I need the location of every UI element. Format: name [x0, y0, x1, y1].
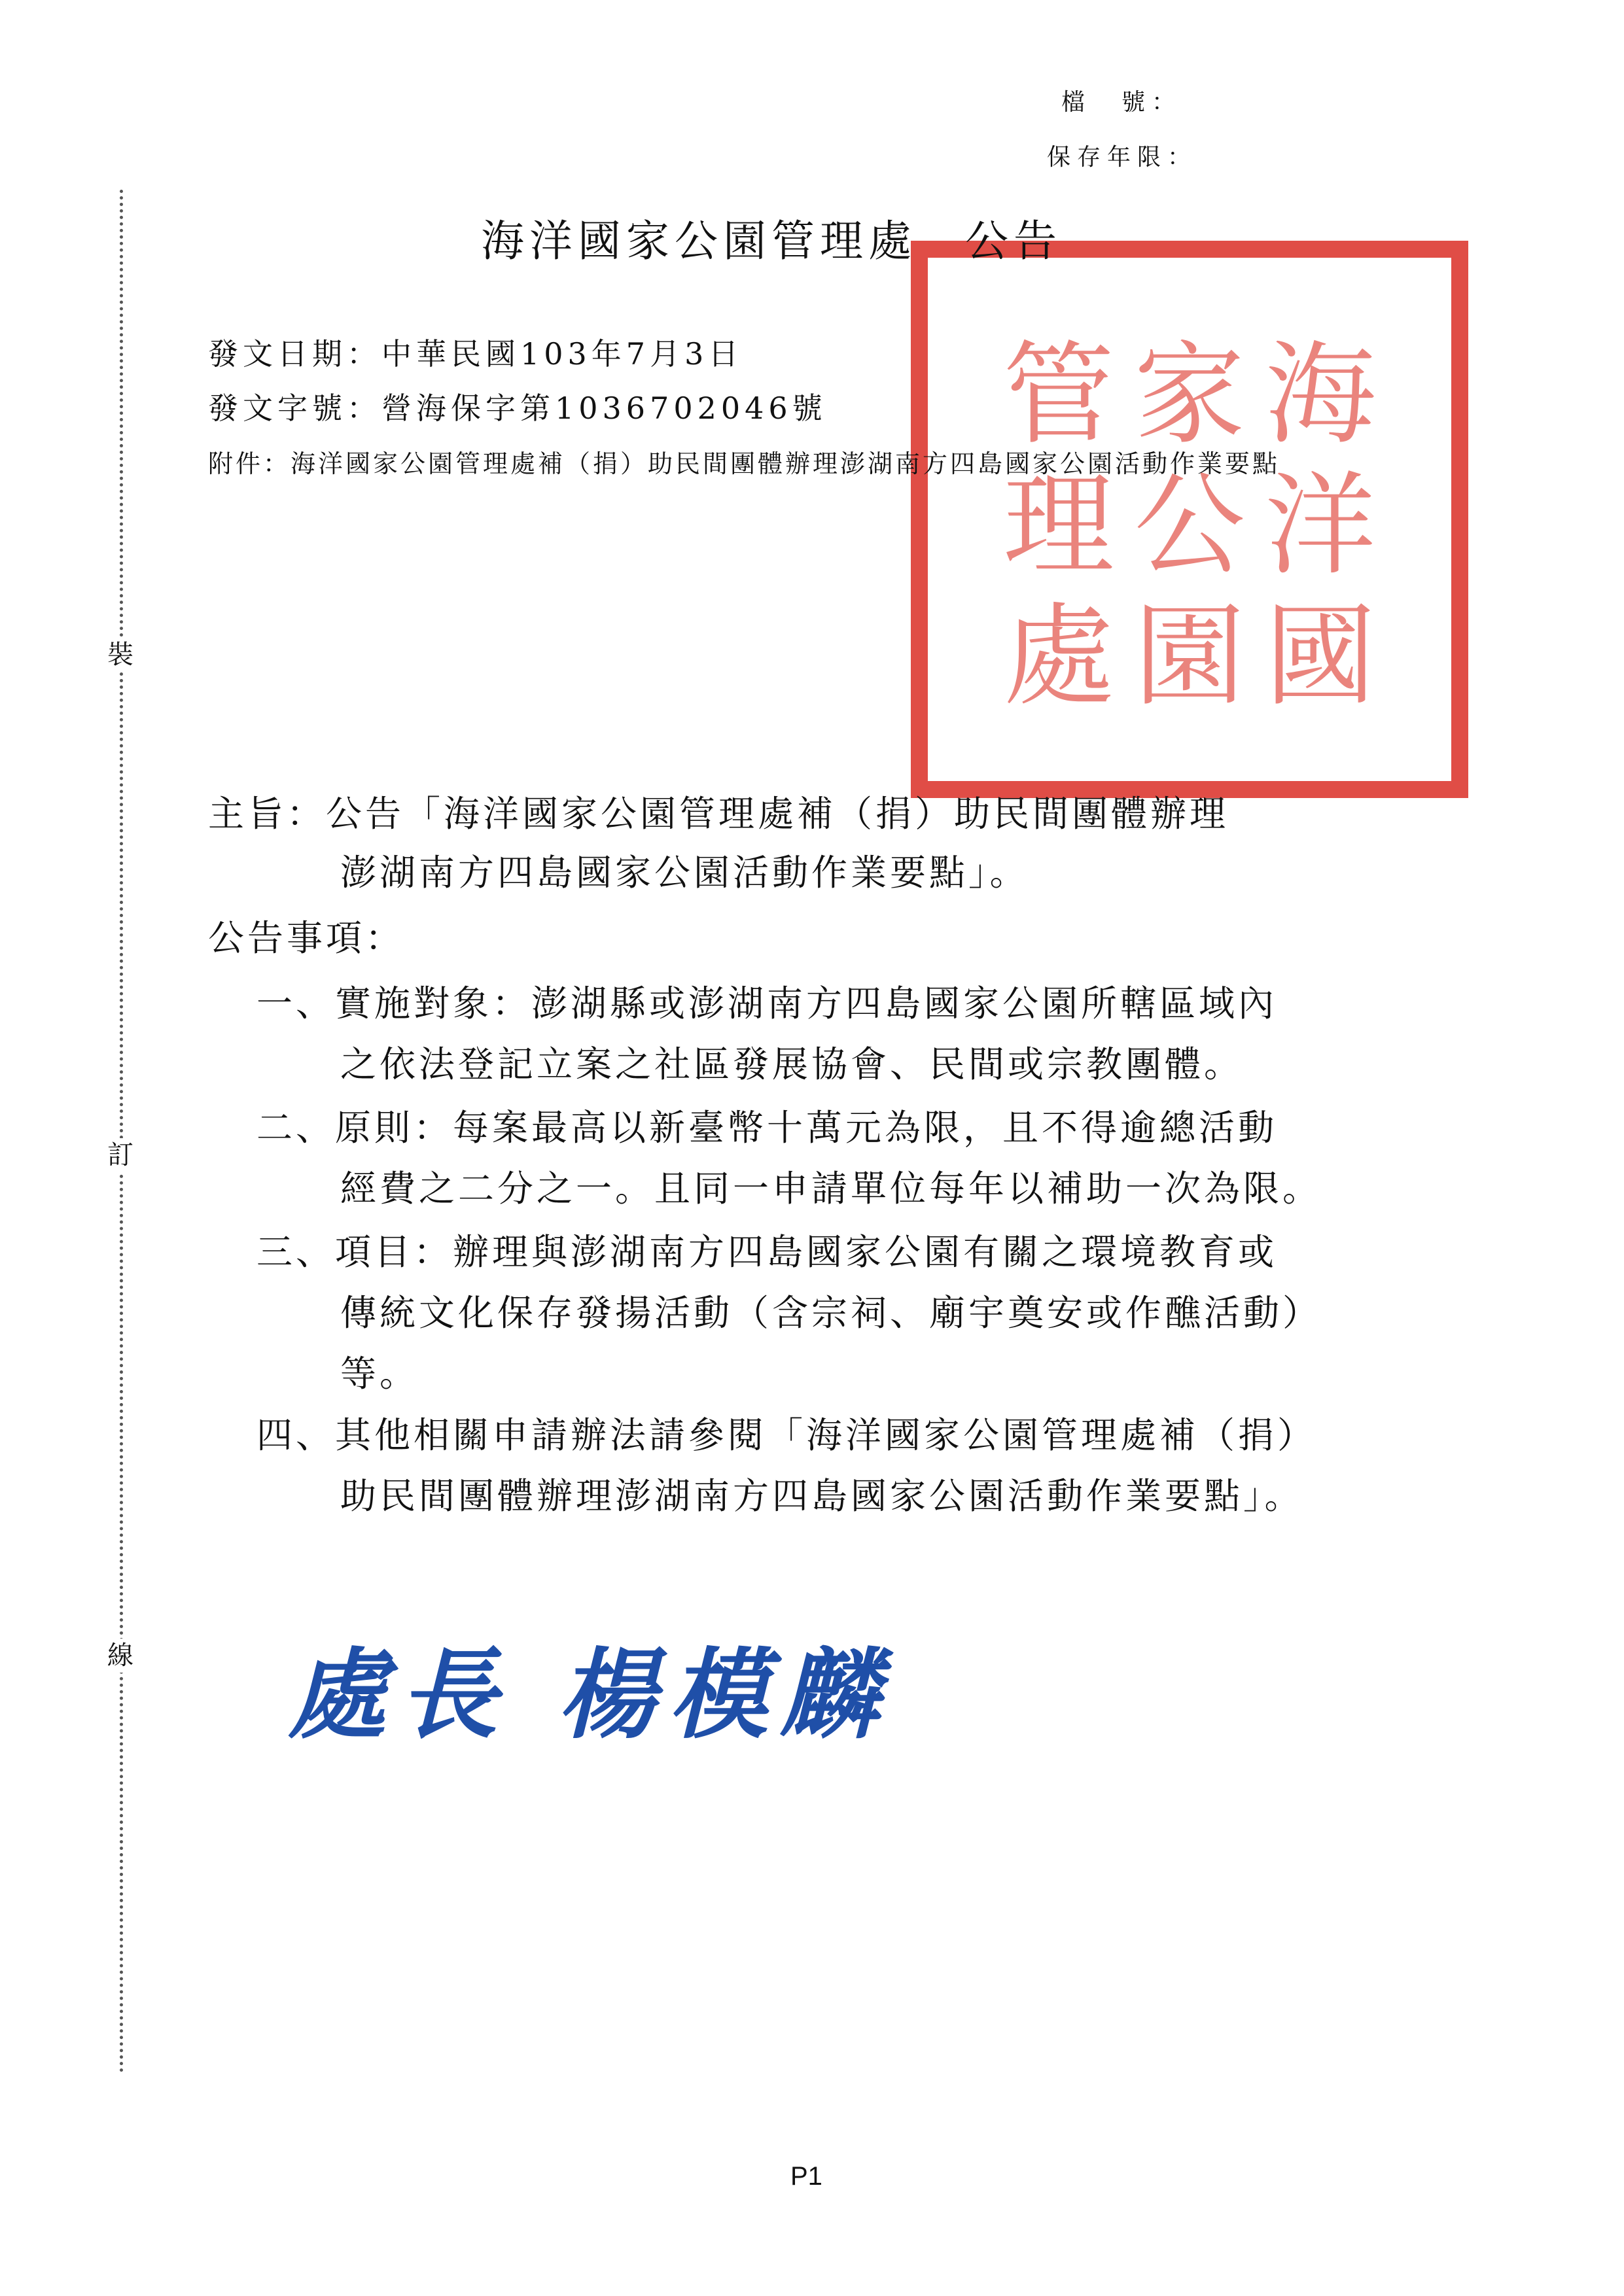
item-3-line-3: 等。 [340, 1353, 419, 1395]
item-4-line-1: 四、其他相關申請辦法請參閱「海洋國家公園管理處補（捐） [256, 1414, 1317, 1456]
subject-line-2: 澎湖南方四島國家公園活動作業要點」。 [340, 852, 1029, 894]
item-3-line-1: 三、項目：辦理與澎湖南方四島國家公園有關之環境教育或 [256, 1231, 1278, 1273]
binding-char-ding: 訂 [103, 1138, 137, 1172]
page-title: 海洋國家公園管理處 公告 [481, 216, 1062, 266]
seal-char: 管 [1002, 330, 1114, 460]
retention-period-label: 保存年限： [1047, 144, 1198, 171]
item-3-line-2: 傳統文化保存發揚活動（含宗祠、廟宇奠安或作醮活動） [340, 1292, 1322, 1334]
issue-date: 發文日期：中華民國103年7月3日 [208, 336, 743, 372]
director-signature: 處長 楊模麟 [288, 1637, 892, 1752]
seal-char: 處 [1002, 592, 1114, 722]
item-2-line-1: 二、原則：每案最高以新臺幣十萬元為限，且不得逾總活動 [256, 1107, 1278, 1149]
file-number-label: 檔 號： [1061, 89, 1182, 116]
document-number: 發文字號：營海保字第1036702046號 [208, 391, 827, 426]
official-seal [911, 241, 1468, 798]
page-number: P1 [790, 2162, 822, 2191]
binding-char-xian: 線 [103, 1639, 137, 1673]
seal-char: 洋 [1264, 461, 1376, 591]
binding-dotted-line [120, 190, 123, 2074]
subject-line-1: 主旨：公告「海洋國家公園管理處補（捐）助民間團體辦理 [208, 793, 1229, 835]
item-4-line-2: 助民間團體辦理澎湖南方四島國家公園活動作業要點」。 [340, 1475, 1304, 1517]
seal-char: 海 [1264, 330, 1376, 460]
seal-char: 國 [1264, 592, 1376, 722]
item-1-line-2: 之依法登記立案之社區發展協會、民間或宗教團體。 [340, 1043, 1244, 1085]
item-2-line-2: 經費之二分之一。且同一申請單位每年以補助一次為限。 [340, 1168, 1322, 1209]
binding-char-zhuang: 裝 [103, 638, 137, 672]
seal-char: 公 [1133, 461, 1245, 591]
item-1-line-1: 一、實施對象：澎湖縣或澎湖南方四島國家公園所轄區域內 [256, 983, 1278, 1024]
seal-char: 園 [1133, 592, 1245, 722]
seal-char: 理 [1002, 461, 1114, 591]
items-heading: 公告事項： [208, 917, 405, 959]
attachment-line: 附件：海洋國家公園管理處補（捐）助民間團體辦理澎湖南方四島國家公園活動作業要點 [208, 449, 1280, 478]
seal-char: 家 [1133, 330, 1245, 460]
